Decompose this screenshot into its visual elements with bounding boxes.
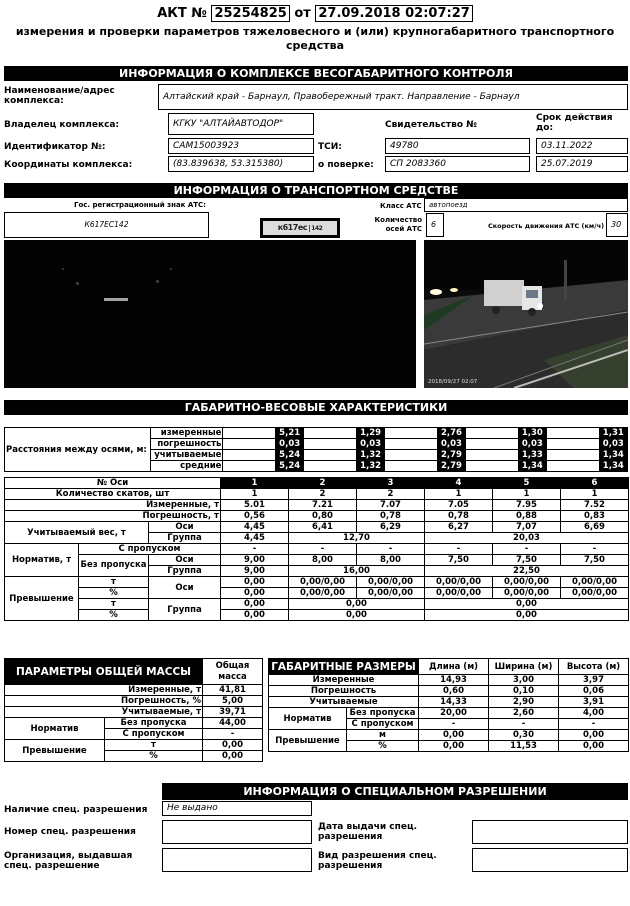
measured-label: Измеренные, т: [5, 500, 221, 511]
error-cell: 0,78: [425, 511, 493, 522]
excess-group-t-cell: 0,00: [221, 599, 289, 610]
act-subtitle-line1: измерения и проверки параметров тяжеловесного и (или) крупногабаритного транспортного: [15, 25, 615, 38]
axle-dist-cell: 1,30: [518, 428, 546, 439]
mass-with-pass: -: [203, 729, 263, 740]
measured-cell: 7.05: [425, 500, 493, 511]
error-cell: 0,83: [561, 511, 629, 522]
excess-group-pct-cell: 0,00: [221, 610, 289, 621]
sizes-without-pass-label: Без пропуска: [347, 708, 419, 719]
excess-unit-t: т: [79, 599, 149, 610]
norm-axes-label: Оси: [149, 555, 221, 566]
mass-excess-label: Превышение: [5, 740, 105, 762]
mass-with-pass-label: С пропуском: [105, 729, 203, 740]
counted-axes-cell: 7,07: [493, 522, 561, 533]
axle-distance-label: Расстояния между осями, м:: [5, 428, 151, 472]
excess-group-label: Группа: [149, 599, 221, 621]
verification-label: о поверке:: [318, 160, 374, 170]
axle-number: 1: [221, 478, 289, 489]
error-cell: 0,88: [493, 511, 561, 522]
sizes-cell: 3,00: [489, 675, 559, 686]
complex-id-label: Идентификатор №:: [4, 142, 106, 152]
excess-axes-pct-cell: 0,00: [221, 588, 289, 599]
slopes-row: [5, 489, 629, 500]
sizes-unit-m: м: [347, 730, 419, 741]
counted-group-label: Группа: [149, 533, 221, 544]
photo-timestamp: 2018/09/27 02:07: [428, 379, 478, 385]
sizes-table: [268, 658, 629, 752]
excess-axes-t-cell: 0,00/0,00: [357, 577, 425, 588]
validity-value: 03.11.2022: [536, 138, 628, 154]
permit-presence-label: Наличие спец. разрешения: [4, 805, 148, 815]
norm-with-pass-cell: -: [561, 544, 629, 555]
permit-number-label: Номер спец. разрешения: [4, 827, 136, 837]
mass-unit-pct: %: [105, 751, 203, 762]
tsi-label: ТСИ:: [318, 142, 342, 152]
norm-axes-cell: 7,50: [425, 555, 493, 566]
sizes-cell: 3,91: [559, 697, 629, 708]
sizes-norm-label: Норматив: [269, 708, 347, 730]
norm-axes-cell: 9,00: [221, 555, 289, 566]
permit-issue-date-label: Дата выдачи спец. разрешения: [318, 822, 418, 842]
excess-unit-pct: %: [79, 610, 149, 621]
counted-axes-cell: 4,45: [221, 522, 289, 533]
sizes-cell: -: [559, 719, 629, 730]
axle-number: 4: [425, 478, 493, 489]
measured-cell: 7.07: [357, 500, 425, 511]
sizes-cell: -: [489, 719, 559, 730]
norm-axes-cell: 8,00: [289, 555, 357, 566]
excess-axes-pct-cell: 0,00/0,00: [493, 588, 561, 599]
sizes-cell: 14,93: [419, 675, 489, 686]
excess-unit-pct: %: [79, 588, 149, 599]
excess-axes-pct-cell: 0,00/0,00: [425, 588, 493, 599]
norm-axes-row: [5, 555, 629, 566]
act-datetime: 27.09.2018 02:07:27: [315, 5, 472, 22]
sizes-cell: 0,00: [419, 741, 489, 752]
error-cell: 0,56: [221, 511, 289, 522]
speed-label: Скорость движения АТС (км/ч): [488, 222, 605, 230]
act-subtitle: [0, 25, 630, 53]
axle-dist-cell: 0,03: [518, 439, 546, 450]
axle-dist-cell: 1,32: [356, 461, 384, 472]
act-date-prefix: от: [294, 6, 311, 21]
norm-group-label: Группа: [149, 566, 221, 577]
excess-group-pct-cell: 0,00: [289, 610, 425, 621]
validity-label: Срок действия до:: [536, 113, 613, 133]
mass-counted: 39,71: [203, 707, 263, 718]
slopes-cell: 1: [425, 489, 493, 500]
complex-name-value: Алтайский край - Барнаул, Правобережный тракт. Направление - Барнаул: [158, 84, 628, 110]
slopes-cell: 2: [289, 489, 357, 500]
vehicle-section-title: ИНФОРМАЦИЯ О ТРАНСПОРТНОМ СРЕДСТВЕ: [4, 183, 628, 198]
measured-cell: 7.95: [493, 500, 561, 511]
error-cell: 0,80: [289, 511, 357, 522]
norm-label: Норматив, т: [5, 544, 79, 577]
mass-table: [4, 658, 263, 762]
permit-issue-date-field: [472, 820, 628, 844]
axle-dist-cell: 1,32: [356, 450, 384, 461]
axles-value: 6: [426, 213, 444, 237]
plate-label: Гос. регистрационный знак АТС:: [74, 201, 206, 209]
permit-presence-value: Не выдано: [162, 801, 312, 816]
excess-axes-pct-cell: 0,00/0,00: [561, 588, 629, 599]
slopes-cell: 1: [561, 489, 629, 500]
mass-norm-label: Норматив: [5, 718, 105, 740]
sizes-cell: 14,33: [419, 697, 489, 708]
sizes-cell: 20,00: [419, 708, 489, 719]
excess-axes-pct-row: [5, 588, 629, 599]
norm-axes-cell: 7,50: [561, 555, 629, 566]
plate-image: [260, 218, 340, 238]
counted-axes-cell: 6,69: [561, 522, 629, 533]
norm-group-cell: 16,00: [289, 566, 425, 577]
excess-group-pct-cell: 0,00: [425, 610, 629, 621]
mass-measured: 41,81: [203, 685, 263, 696]
axle-dist-row-measured: [5, 428, 628, 439]
complex-section-title: ИНФОРМАЦИЯ О КОМПЛЕКСЕ ВЕСОГАБАРИТНОГО КОНТРОЛЯ: [4, 66, 628, 81]
excess-axes-pct-cell: 0,00/0,00: [289, 588, 357, 599]
act-title-line: [0, 5, 630, 23]
permit-org-label: Организация, выдавшая спец. разрешение: [4, 851, 133, 871]
axle-number: 5: [493, 478, 561, 489]
slopes-cell: 2: [357, 489, 425, 500]
act-prefix: АКТ №: [157, 6, 207, 21]
axle-distance-table: [4, 427, 628, 472]
mass-counted-label: Учитываемые, т: [5, 707, 203, 718]
counted-group-cell: 4,45: [221, 533, 289, 544]
excess-axes-t-cell: 0,00/0,00: [561, 577, 629, 588]
sizes-counted-label: Учитываемые: [269, 697, 419, 708]
excess-axes-label: Оси: [149, 577, 221, 599]
measured-cell: 7.21: [289, 500, 357, 511]
truck-scene-illustration: [424, 240, 628, 388]
permit-type-field: [472, 848, 628, 872]
axle-dist-cell: 1,34: [599, 461, 627, 472]
norm-group-cell: 9,00: [221, 566, 289, 577]
norm-axes-cell: 7,50: [493, 555, 561, 566]
axle-dist-cell: 1,33: [518, 450, 546, 461]
sizes-cell: 0,30: [489, 730, 559, 741]
counted-label: Учитываемый вес, т: [5, 522, 149, 544]
permit-section-title: ИНФОРМАЦИЯ О СПЕЦИАЛЬНОМ РАЗРЕШЕНИИ: [162, 783, 628, 800]
axle-dist-cell: 1,34: [518, 461, 546, 472]
axle-number: 3: [357, 478, 425, 489]
error-label: Погрешность, т: [5, 511, 221, 522]
axle-dist-cell: 5,24: [276, 461, 304, 472]
measured-cell: 5.01: [221, 500, 289, 511]
sizes-with-pass-label: С пропуском: [347, 719, 419, 730]
sizes-col-width: Ширина (м): [489, 659, 559, 675]
axle-dist-cell: 5,21: [276, 428, 304, 439]
mass-measured-label: Измеренные, т: [5, 685, 203, 696]
mass-error-label: Погрешность, %: [5, 696, 203, 707]
norm-with-pass-cell: -: [357, 544, 425, 555]
measured-cell: 7.52: [561, 500, 629, 511]
sizes-cell: 0,00: [559, 730, 629, 741]
norm-with-pass-label: С пропуском: [79, 544, 221, 555]
slopes-cell: 1: [493, 489, 561, 500]
vehicle-photo-front: [4, 240, 416, 388]
row-label-average: средние: [150, 461, 223, 472]
counted-axes-cell: 6,41: [289, 522, 357, 533]
error-row: [5, 511, 629, 522]
axle-dist-cell: 0,03: [437, 439, 465, 450]
excess-axes-t-cell: 0,00/0,00: [289, 577, 357, 588]
complex-name-label: Наименование/адрес комплекса:: [4, 86, 115, 106]
norm-with-pass-cell: -: [289, 544, 357, 555]
complex-id-value: CAM15003923: [168, 138, 314, 154]
axles-label: Количество осей АТС: [374, 216, 422, 233]
axle-dist-cell: 2,79: [437, 450, 465, 461]
row-label-error: погрешность: [150, 439, 223, 450]
vehicle-photo-side: [424, 240, 628, 388]
sizes-cell: 4,00: [559, 708, 629, 719]
excess-unit-t: т: [79, 577, 149, 588]
plate-image-region: 142: [311, 225, 323, 232]
sizes-cell: 3,97: [559, 675, 629, 686]
sizes-error-label: Погрешность: [269, 686, 419, 697]
complex-owner-label: Владелец комплекса:: [4, 120, 120, 130]
axle-dist-cell: 1,29: [356, 428, 384, 439]
axle-number-row: [5, 478, 629, 489]
excess-group-pct-row: [5, 610, 629, 621]
class-value: автопоезд: [424, 198, 628, 212]
axle-dist-cell: 0,03: [356, 439, 384, 450]
counted-axes-row: [5, 522, 629, 533]
permit-org-field: [162, 848, 312, 872]
certificate-label: Свидетельство №: [385, 120, 477, 130]
sizes-cell: 0,00: [559, 741, 629, 752]
axle-number: 6: [561, 478, 629, 489]
plate-image-text: к617ес: [277, 223, 307, 232]
sizes-unit-pct: %: [347, 741, 419, 752]
axle-dist-cell: 1,34: [599, 450, 627, 461]
sizes-col-height: Высота (м): [559, 659, 629, 675]
row-label-measured: измеренные: [150, 428, 223, 439]
coords-value: (83.839638, 53.315380): [168, 156, 314, 172]
norm-with-pass-cell: -: [221, 544, 289, 555]
coords-label: Координаты комплекса:: [4, 160, 133, 170]
verification-date: 25.07.2019: [536, 156, 628, 172]
norm-axes-cell: 8,00: [357, 555, 425, 566]
complex-owner-value: КГКУ "АЛТАЙАВТОДОР": [168, 113, 314, 135]
axle-dist-cell: 0,03: [599, 439, 627, 450]
norm-without-pass-label: Без пропуска: [79, 555, 149, 577]
excess-axes-t-row: [5, 577, 629, 588]
excess-axes-t-cell: 0,00/0,00: [493, 577, 561, 588]
excess-axes-pct-cell: 0,00/0,00: [357, 588, 425, 599]
mass-col-header: Общая масса: [203, 659, 263, 685]
mass-excess-pct: 0,00: [203, 751, 263, 762]
axle-dist-cell: 5,24: [276, 450, 304, 461]
sizes-cell: 11,53: [489, 741, 559, 752]
sizes-col-length: Длина (м): [419, 659, 489, 675]
speed-value: 30: [606, 213, 628, 237]
row-label-counted: учитываемые: [150, 450, 223, 461]
slopes-label: Количество скатов, шт: [5, 489, 221, 500]
plate-value: К617ЕС142: [4, 212, 209, 238]
axle-dist-cell: 1,31: [599, 428, 627, 439]
axle-no-label: № Оси: [5, 478, 221, 489]
excess-axes-t-cell: 0,00/0,00: [425, 577, 493, 588]
sizes-measured-label: Измеренные: [269, 675, 419, 686]
sizes-excess-label: Превышение: [269, 730, 347, 752]
sizes-cell: 0,00: [419, 730, 489, 741]
class-label: Класс АТС: [380, 202, 422, 210]
counted-axes-label: Оси: [149, 522, 221, 533]
measured-row: [5, 500, 629, 511]
verification-value: СП 2083360: [385, 156, 530, 172]
sizes-cell: 0,10: [489, 686, 559, 697]
norm-with-pass-row: [5, 544, 629, 555]
dims-section-title: ГАБАРИТНО-ВЕСОВЫЕ ХАРАКТЕРИСТИКИ: [4, 400, 628, 415]
axle-dist-cell: 2,79: [437, 461, 465, 472]
permit-number-field: [162, 820, 312, 844]
mass-excess-t: 0,00: [203, 740, 263, 751]
counted-group-cell: 12,70: [289, 533, 425, 544]
axle-dist-cell: 0,03: [276, 439, 304, 450]
norm-with-pass-cell: -: [425, 544, 493, 555]
act-number: 25254825: [211, 5, 289, 22]
mass-without-pass: 44,00: [203, 718, 263, 729]
excess-group-t-cell: 0,00: [289, 599, 425, 610]
permit-type-label: Вид разрешения спец. разрешения: [318, 851, 437, 871]
sizes-cell: 0,06: [559, 686, 629, 697]
error-cell: 0,78: [357, 511, 425, 522]
axle-dist-cell: 2,76: [437, 428, 465, 439]
sizes-section-title: ГАБАРИТНЫЕ РАЗМЕРЫ: [269, 659, 419, 675]
sizes-cell: -: [419, 719, 489, 730]
act-subtitle-line2: средства: [285, 39, 345, 52]
excess-group-t-row: [5, 599, 629, 610]
sizes-cell: 0,60: [419, 686, 489, 697]
norm-with-pass-cell: -: [493, 544, 561, 555]
mass-error: 5,00: [203, 696, 263, 707]
norm-group-cell: 22,50: [425, 566, 629, 577]
counted-group-cell: 20,03: [425, 533, 629, 544]
mass-unit-t: т: [105, 740, 203, 751]
counted-axes-cell: 6,27: [425, 522, 493, 533]
excess-group-t-cell: 0,00: [425, 599, 629, 610]
slopes-cell: 1: [221, 489, 289, 500]
counted-axes-cell: 6,29: [357, 522, 425, 533]
axle-number: 2: [289, 478, 357, 489]
sizes-cell: 2,60: [489, 708, 559, 719]
mass-section-title: ПАРАМЕТРЫ ОБЩЕЙ МАССЫ: [5, 659, 203, 685]
axle-load-table: [4, 477, 629, 621]
tsi-value: 49780: [385, 138, 530, 154]
excess-axes-t-cell: 0,00: [221, 577, 289, 588]
mass-without-pass-label: Без пропуска: [105, 718, 203, 729]
excess-label: Превышение: [5, 577, 79, 621]
sizes-cell: 2,90: [489, 697, 559, 708]
